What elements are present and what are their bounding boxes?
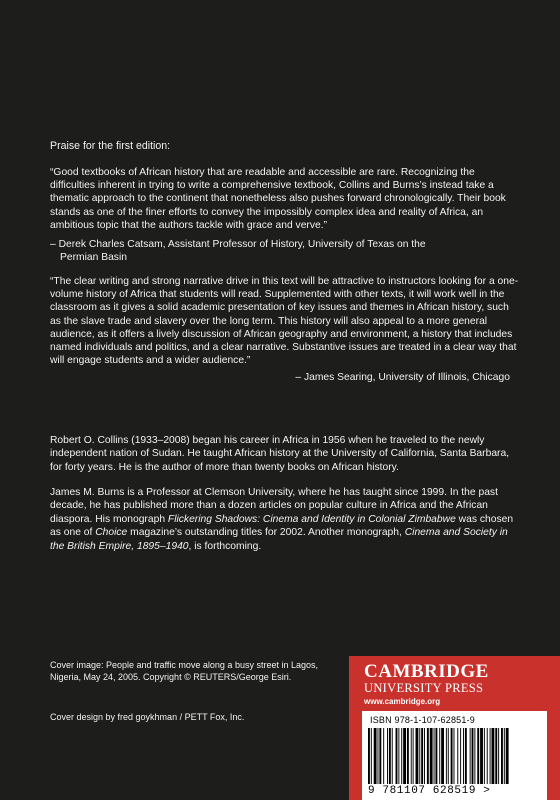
review-attribution-searing: – James Searing, University of Illinois, Chicago [295, 372, 510, 383]
author-bio-burns [50, 486, 522, 553]
review-quote-searing: “The clear writing and strong narrative drive in this text will be attractive to instructors looking for a one-volume history of Africa that students will read. Supplemented with other texts, it will work well in the classroom as it gives a solid academic presentation of key issues and themes in African history, such as the slave trade and slavery over the long term. This history will also appeal to a more general audience, as it offers a lively discussion of African geography and environment, a history that includes named individuals and politics, and a clear narrative. Substantive issues are treated in a clear way that will engage students and a wider audience.” [50, 276, 519, 367]
barcode-panel [362, 711, 547, 800]
book-title: Cinema and Society in the British Empire, 1895–1940 [50, 527, 508, 552]
author-bio-collins: Robert O. Collins (1933–2008) began his career in Africa in 1956 when he traveled to the newly independent nation of Sudan. He taught African history at the University of California, Santa Barbara, for forty years. He is the author of more than twenty books on African history. [50, 435, 510, 473]
book-title: Flickering Shadows: Cinema and Identity in Colonial Zimbabwe [167, 513, 456, 525]
barcode-icon [366, 728, 543, 784]
publisher-press: UNIVERSITY PRESS [364, 681, 484, 695]
attribution-line: Permian Basin [60, 252, 127, 264]
publisher-logo-block [349, 656, 560, 800]
attribution-line: – Derek Charles Catsam, Assistant Professor of History, University of Texas on the [50, 239, 426, 250]
bio-text: magazine’s outstanding titles for 2002. Another monograph, [127, 527, 405, 539]
bio-text: , is forthcoming. [188, 540, 262, 552]
bio-text: was chosen as one of [50, 513, 514, 539]
review-attribution-catsam [50, 238, 520, 264]
magazine-title: Choice [95, 527, 128, 539]
bio-text: James M. Burns is a Professor at Clemson University, where he has taught since 1999. In the past decade, he has published more than a dozen articles on popular culture in Africa and the African diaspora. His monograph [50, 487, 498, 525]
cover-design-credit: Cover design by fred goykhman / PETT Fox, Inc. [50, 712, 245, 722]
barcode-digits: 9 781107 628519 > [368, 785, 491, 797]
publisher-url: www.cambridge.org [364, 697, 441, 706]
review-quote-catsam: “Good textbooks of African history that are readable and accessible are rare. Recognizing the difficulties inherent in trying to write a comprehensive textbook, Collins and Burns’s instead take a thematic approach to the continent that nonetheless also pushes forward chronologically. Their book stands as one of the finer efforts to convey the impossibly complex idea and reality of Africa, an ambitious topic that the authors tackle with grace and verve.” [50, 167, 506, 231]
publisher-name: CAMBRIDGE [364, 661, 489, 682]
isbn-label: ISBN 978-1-107-62851-9 [370, 715, 475, 725]
praise-heading: Praise for the first edition: [50, 140, 171, 152]
cover-image-credit: Cover image: People and traffic move along a busy street in Lagos, Nigeria, May 24, 2005. Copyright © REUTERS/George Esiri. [50, 660, 318, 682]
